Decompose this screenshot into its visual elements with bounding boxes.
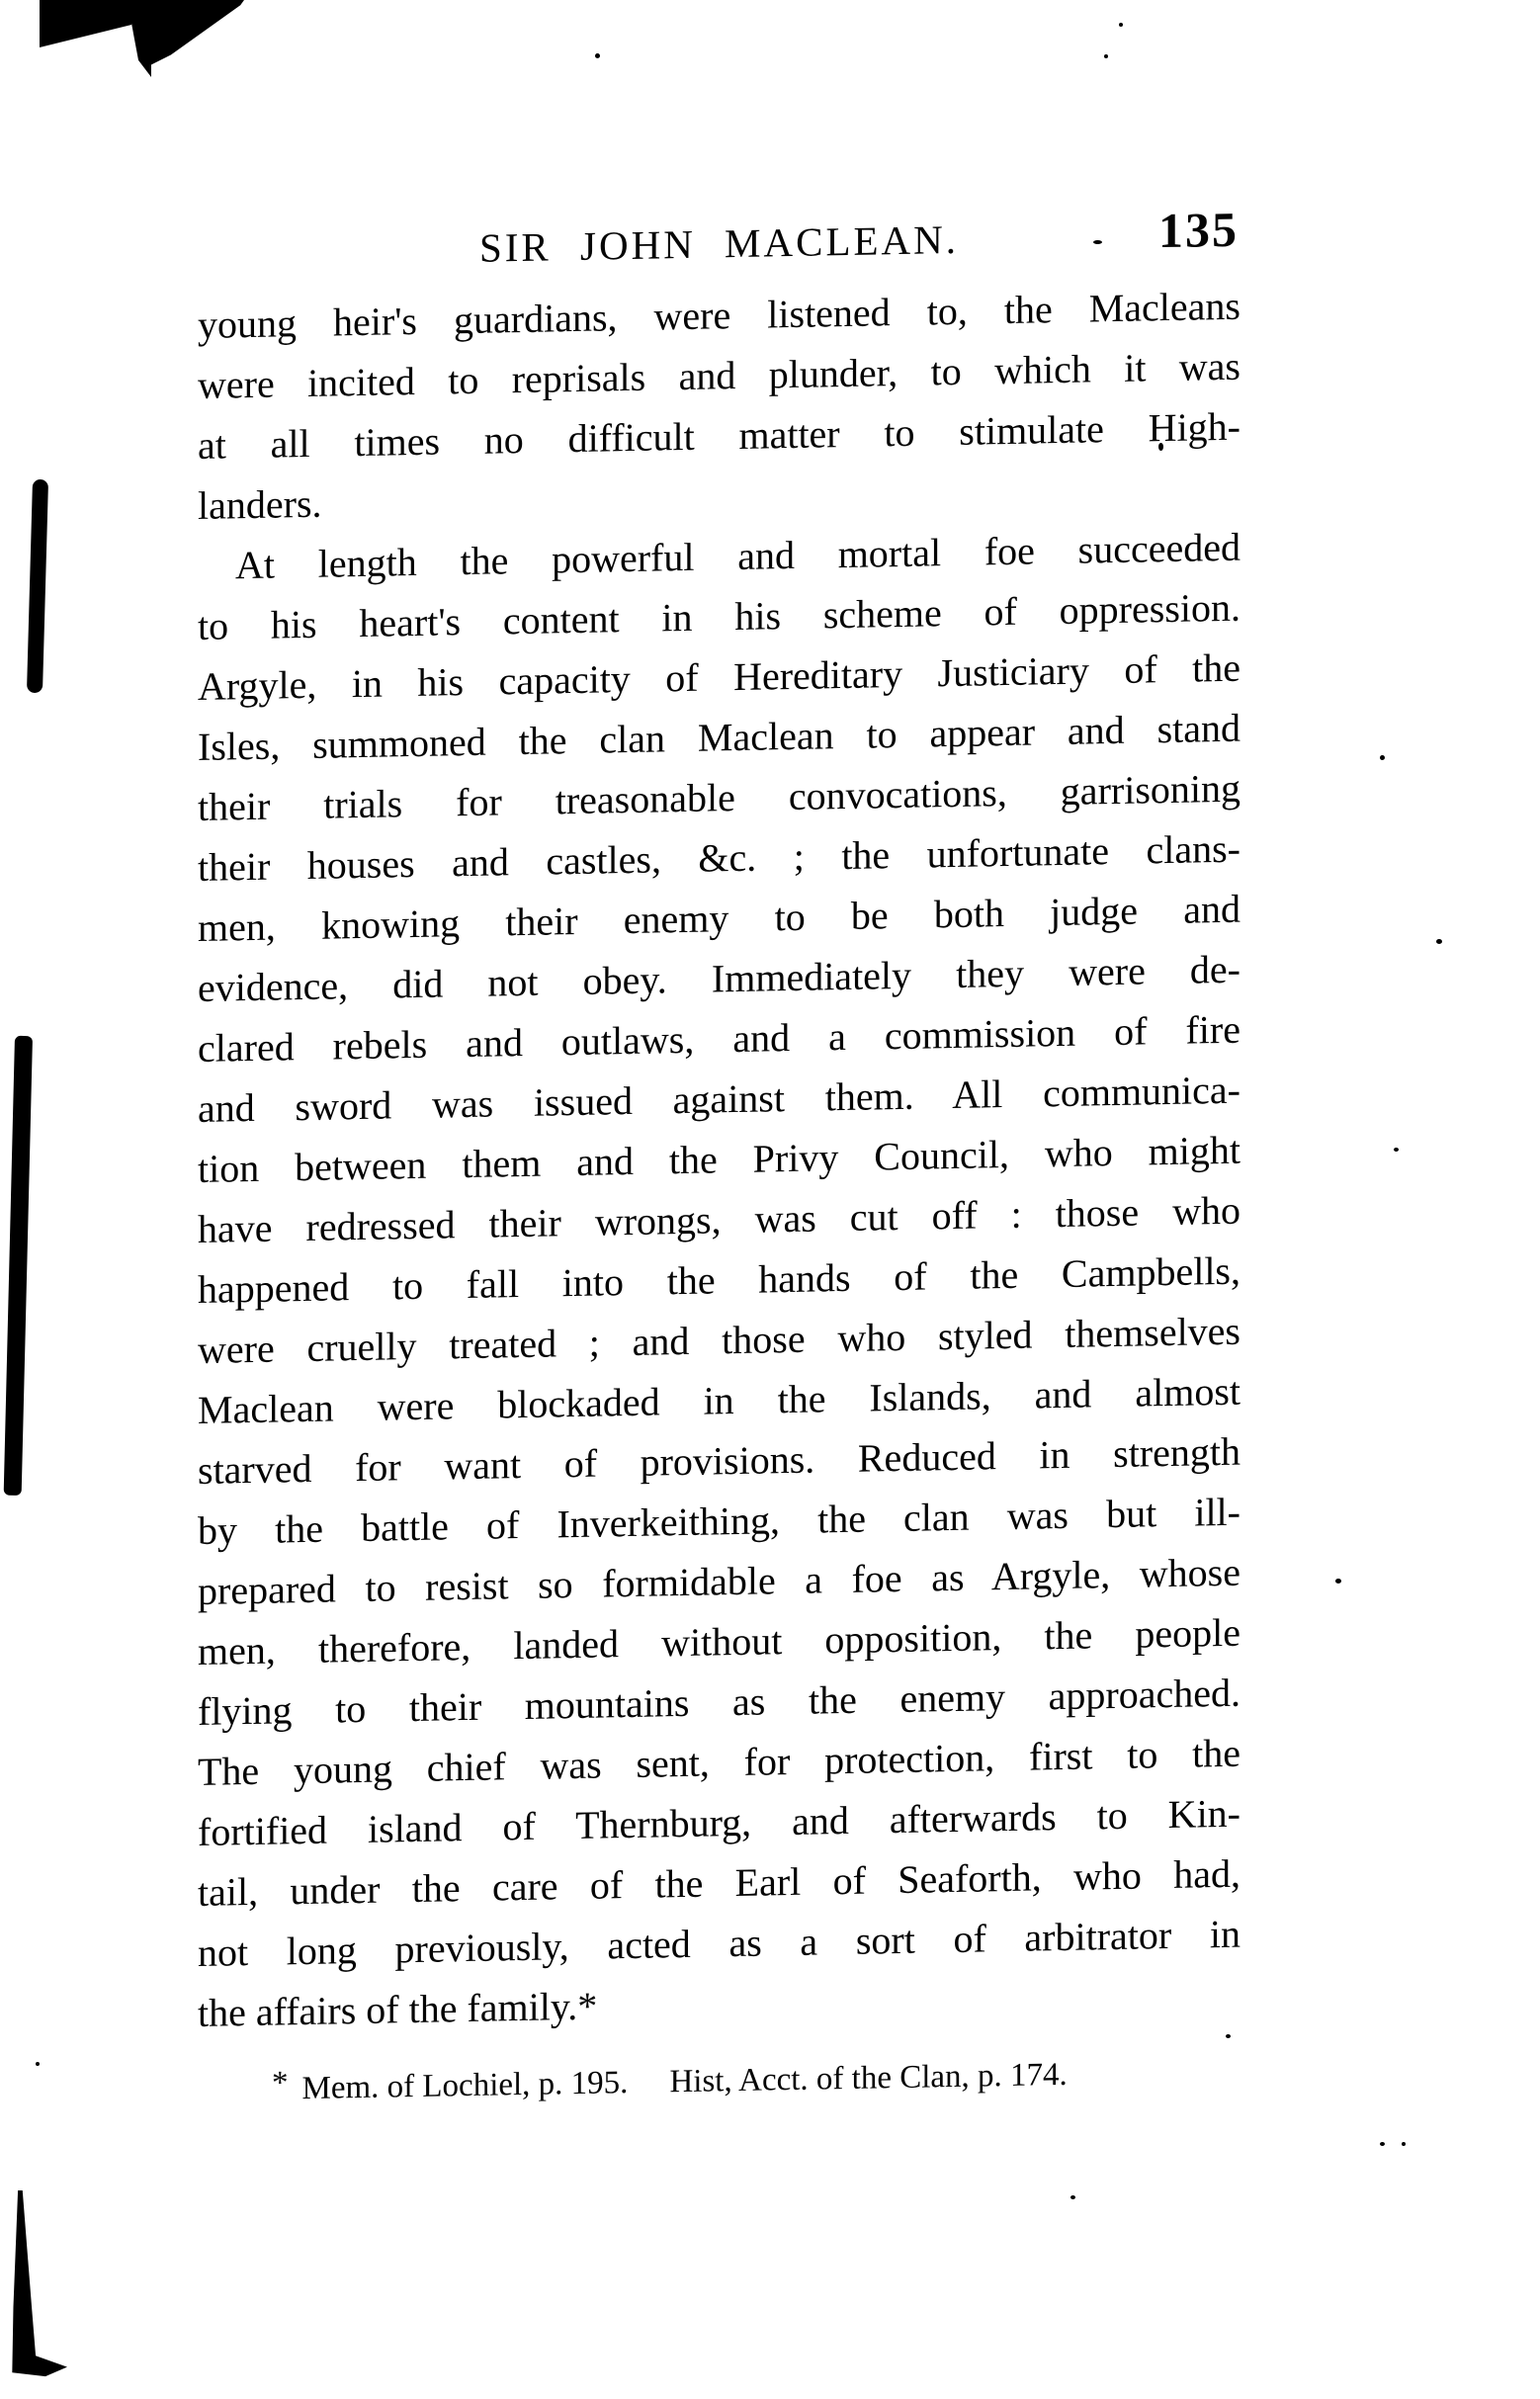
text-line: clared rebels and outlaws, and a commission of fire xyxy=(198,1006,1241,1071)
scan-speck xyxy=(36,2062,40,2066)
page-title: SIR JOHN MACLEAN. xyxy=(478,215,960,271)
scan-speck xyxy=(1070,2195,1075,2199)
text-line: their trials for treasonable convocations, garrisoning xyxy=(198,765,1241,829)
footnote-gap xyxy=(628,2092,669,2093)
text-line: and sword was issued against them. All communica- xyxy=(198,1067,1241,1131)
text-line: flying to their mountains as the enemy approached. xyxy=(198,1670,1241,1734)
footnote-marker: * xyxy=(272,2065,289,2101)
scan-artifact-corner-blob xyxy=(131,0,151,77)
text-line: prepared to resist so formidable a foe as Argyle, whose xyxy=(198,1549,1241,1613)
page-text-block xyxy=(198,199,1241,2112)
text-line: men, therefore, landed without opposition, the people xyxy=(198,1609,1241,1673)
text-line: have redressed their wrongs, was cut off : those who xyxy=(198,1187,1241,1251)
text-line: the affairs of the family.* xyxy=(198,1983,598,2035)
text-line: The young chief was sent, for protection, first to the xyxy=(198,1730,1241,1794)
scan-speck xyxy=(1380,755,1385,760)
scan-speck xyxy=(1402,2142,1406,2146)
body-text xyxy=(198,276,1241,2043)
scan-speck xyxy=(1335,1579,1341,1584)
page-number: 135 xyxy=(1158,201,1239,259)
footnote-ref-2: Hist, Acct. of the Clan, p. 174. xyxy=(669,2056,1068,2100)
scan-speck xyxy=(595,53,600,58)
scan-artifact-edge-streak xyxy=(27,479,48,693)
text-line: fortified island of Thernburg, and afterwards to Kin- xyxy=(198,1790,1241,1854)
text-line: starved for want of provisions. Reduced in strength xyxy=(198,1428,1241,1493)
text-line: were incited to reprisals and plunder, to which it was xyxy=(198,343,1241,407)
text-line: not long previously, acted as a sort of arbitrator in xyxy=(198,1911,1241,1975)
footnote-ref-1: Mem. of Lochiel, p. 195. xyxy=(301,2065,629,2107)
text-line: were cruelly treated ; and those who styled themselves xyxy=(198,1308,1241,1372)
text-line: happened to fall into the hands of the Campbells, xyxy=(198,1247,1241,1312)
scan-artifact-corner-spike xyxy=(10,2190,67,2378)
scan-artifact-corner-blob xyxy=(40,0,133,47)
text-line: young heir's guardians, were listened to, the Macleans xyxy=(198,283,1241,347)
text-line: at all times no difficult matter to stimulate High- xyxy=(198,403,1241,468)
scan-artifact-edge-streak xyxy=(4,1036,33,1496)
text-line: their houses and castles, &c. ; the unfortunate clans- xyxy=(198,825,1241,890)
text-line: men, knowing their enemy to be both judge and xyxy=(198,886,1241,950)
scan-artifact-corner-blob xyxy=(150,0,244,65)
text-line: landers. xyxy=(198,480,322,528)
text-line: to his heart's content in his scheme of oppression. xyxy=(198,584,1241,648)
text-line: Isles, summoned the clan Maclean to appear and stand xyxy=(198,705,1241,769)
scan-speck xyxy=(1104,54,1108,58)
text-line: by the battle of Inverkeithing, the clan was but ill- xyxy=(198,1489,1241,1553)
text-line: tail, under the care of the Earl of Seaforth, who had, xyxy=(198,1850,1241,1915)
text-line: At length the powerful and mortal foe succeeded xyxy=(235,524,1241,588)
scan-speck xyxy=(1394,1148,1399,1152)
text-line: tion between them and the Privy Council, who might xyxy=(198,1127,1241,1191)
footnote xyxy=(272,2044,1241,2111)
scan-speck xyxy=(1436,939,1442,944)
text-line: evidence, did not obey. Immediately they were de- xyxy=(198,946,1241,1010)
scan-speck xyxy=(1380,2142,1385,2146)
text-line: Maclean were blockaded in the Islands, and almost xyxy=(198,1368,1241,1432)
running-header xyxy=(198,199,1241,289)
scan-speck xyxy=(1119,23,1123,27)
text-line: Argyle, in his capacity of Hereditary Justiciary of the xyxy=(198,644,1241,709)
